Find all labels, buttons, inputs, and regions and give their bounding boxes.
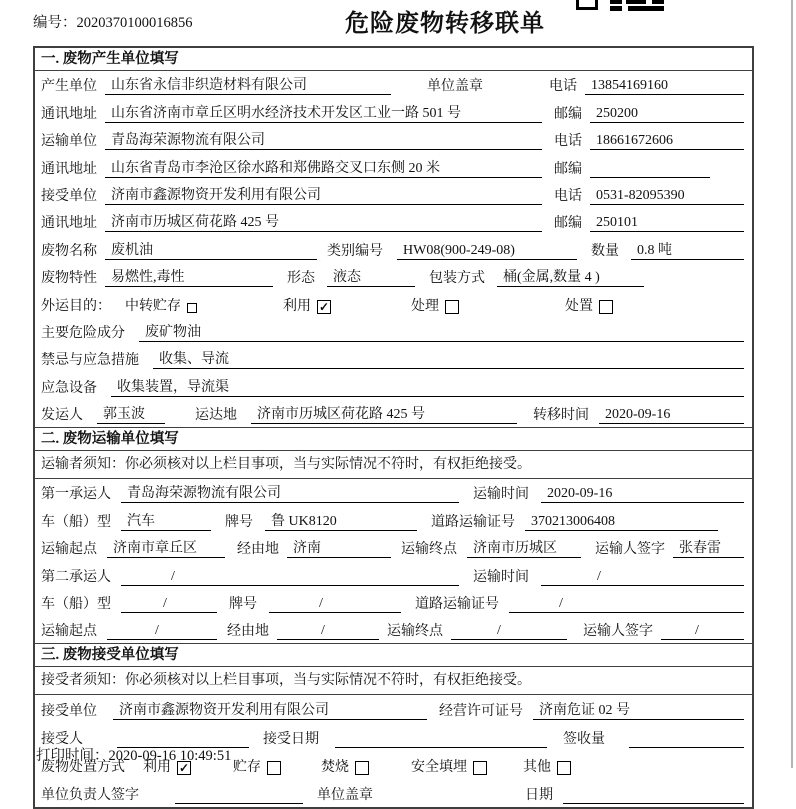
- address-label: 通讯地址: [41, 106, 97, 122]
- section3-header: 三. 废物接受单位填写: [35, 643, 752, 667]
- transporter-phone-value: 18661672606: [590, 133, 744, 150]
- permit2-value: /: [509, 596, 744, 613]
- sign-qty-value: [629, 747, 744, 748]
- taboo-label: 禁忌与应急措施: [41, 353, 139, 369]
- vehicle2-row: [35, 589, 752, 616]
- producer-address-row: [35, 98, 752, 125]
- vehicle2-value: /: [121, 596, 217, 613]
- zip-label: 邮编: [554, 216, 582, 232]
- checkbox-dispose: [599, 300, 613, 314]
- transfer-manifest-form: [33, 46, 754, 809]
- category-value: HW08(900-249-08): [397, 243, 577, 260]
- disposal-label: 废物处置方式: [41, 759, 125, 775]
- character-label: 废物特性: [41, 271, 97, 287]
- date-label: 日期: [525, 787, 553, 803]
- purpose-label: 外运目的：: [41, 298, 111, 314]
- disposal-option-label: 焚烧: [321, 759, 349, 775]
- taboo-value: 收集、导流: [153, 352, 744, 369]
- purpose-option-label: 利用: [283, 298, 311, 314]
- qr-block: [610, 0, 622, 4]
- section1-header: 一. 废物产生单位填写: [35, 48, 752, 71]
- address-label: 通讯地址: [41, 161, 97, 177]
- plate-label: 牌号: [225, 514, 253, 530]
- plate2-value: /: [269, 596, 401, 613]
- via-label: 经由地: [227, 624, 269, 640]
- waste-name-value: 废机油: [105, 243, 317, 260]
- sign1-value: 张春雷: [673, 541, 744, 558]
- carrier2-label: 第二承运人: [41, 569, 111, 585]
- transfer-time-label: 转移时间: [533, 408, 589, 424]
- origin-label: 运输起点: [41, 542, 97, 558]
- carrier1-value: 青岛海荣源物流有限公司: [121, 486, 459, 503]
- unit-seal-label: 单位盖章: [317, 787, 373, 803]
- shipper-row: [35, 400, 752, 427]
- form-value: 液态: [327, 270, 415, 287]
- disposal-option-label: 其他: [523, 759, 551, 775]
- qty-label: 数量: [591, 243, 619, 259]
- terminus-label: 运输终点: [401, 542, 457, 558]
- transport-time-label: 运输时间: [473, 487, 529, 503]
- producer-value: 山东省永信非织造材料有限公司: [105, 78, 391, 95]
- receiver-row: [35, 181, 752, 208]
- disposal-option-label: 利用: [143, 759, 171, 775]
- receiver-address-value: 济南市历城区荷花路 425 号: [105, 215, 542, 232]
- carrier2-value: /: [121, 569, 459, 586]
- qr-finder-block: [576, 0, 598, 10]
- receiver-zip-value: 250101: [590, 215, 744, 232]
- purpose-option-label: 处理: [411, 298, 439, 314]
- transporter-address-value: 山东省青岛市李沧区徐水路和郑佛路交叉口东侧 20 米: [105, 161, 542, 178]
- phone-label: 电话: [554, 134, 582, 150]
- transporter-notice: 运输者须知：你必须核对以上栏目事项，当与实际情况不符时，有权拒绝接受。: [35, 451, 752, 479]
- hazard-row: [35, 318, 752, 345]
- chief-sign-label: 单位负责人签字: [41, 787, 139, 803]
- acceptor-notice: 接受者须知：你必须核对以上栏目事项，当与实际情况不符时，有权拒绝接受。: [35, 667, 752, 695]
- qty-value: 0.8 吨: [631, 243, 744, 260]
- origin-label: 运输起点: [41, 624, 97, 640]
- packing-value: 桶(金属,数量 4 ): [497, 270, 644, 287]
- unit-seal-label: 单位盖章: [427, 79, 483, 95]
- destination-value: 济南市历城区荷花路 425 号: [251, 407, 517, 424]
- hazard-label: 主要危险成分: [41, 325, 125, 341]
- route1-row: [35, 534, 752, 561]
- origin2-value: /: [107, 623, 217, 640]
- equipment-label: 应急设备: [41, 380, 97, 396]
- vehicle-label: 车（船）型: [41, 597, 111, 613]
- via1-value: 济南: [287, 541, 391, 558]
- checkbox-transfer-storage: [187, 303, 197, 313]
- qr-code-fragment-icon: [576, 0, 668, 11]
- accept-unit-row: [35, 695, 752, 723]
- receiver-phone-value: 0531-82095390: [590, 188, 744, 205]
- disposal-option-label: 安全填埋: [411, 759, 467, 775]
- transporter-value: 青岛海荣源物流有限公司: [105, 133, 542, 150]
- category-label: 类别编号: [327, 243, 383, 259]
- shipper-value: 郭玉波: [97, 407, 165, 424]
- receiver-label: 接受单位: [41, 188, 97, 204]
- terminus-label: 运输终点: [387, 624, 443, 640]
- print-time: 打印时间：2020-09-16 10:49:51: [36, 748, 232, 764]
- character-value: 易燃性,毒性: [105, 270, 273, 287]
- receiver-value: 济南市鑫源物资开发利用有限公司: [105, 188, 542, 205]
- end1-value: 济南市历城区: [467, 541, 581, 558]
- waste-name-row: [35, 235, 752, 262]
- chief-sign-value: [175, 803, 303, 804]
- accept-date-label: 接受日期: [263, 732, 319, 748]
- accept-unit-value: 济南市鑫源物资开发利用有限公司: [113, 703, 427, 720]
- destination-label: 运达地: [195, 408, 237, 424]
- zip-label: 邮编: [554, 106, 582, 122]
- sign2-value: /: [661, 623, 744, 640]
- checkbox-utilize: ✓: [178, 760, 190, 775]
- sign-qty-label: 签收量: [563, 732, 605, 748]
- page-title: 危险废物转移联单: [345, 11, 545, 37]
- transporter-row: [35, 126, 752, 153]
- serial-number: 编号：2020370100016856: [33, 15, 193, 31]
- phone-label: 电话: [549, 79, 577, 95]
- transfer-time-value: 2020-09-16: [599, 407, 744, 424]
- qr-block: [626, 0, 646, 4]
- section2-header: 二. 废物运输单位填写: [35, 427, 752, 451]
- shipper-label: 发运人: [41, 408, 83, 424]
- zip-label: 邮编: [554, 161, 582, 177]
- waste-name-label: 废物名称: [41, 243, 97, 259]
- taboo-row: [35, 345, 752, 372]
- vehicle-label: 车（船）型: [41, 514, 111, 530]
- equipment-row: [35, 372, 752, 399]
- purpose-row: [35, 290, 752, 317]
- purpose-option-label: 中转贮存: [125, 298, 181, 314]
- carrier-sign-label: 运输人签字: [583, 624, 653, 640]
- producer-row: [35, 71, 752, 98]
- purpose-option-label: 处置: [565, 298, 593, 314]
- qr-block: [610, 6, 664, 11]
- road-permit-label: 道路运输证号: [415, 597, 499, 613]
- transporter-address-row: [35, 153, 752, 180]
- road-permit-label: 道路运输证号: [431, 514, 515, 530]
- producer-phone-value: 13854169160: [585, 78, 744, 95]
- disposal-option-label: 贮存: [233, 759, 261, 775]
- address-label: 通讯地址: [41, 216, 97, 232]
- transport-time1-value: 2020-09-16: [541, 486, 744, 503]
- accept-date-value: [335, 747, 547, 748]
- carrier1-row: [35, 479, 752, 506]
- acceptor-label: 接受人: [41, 732, 83, 748]
- equipment-value: 收集装置，导流渠: [111, 380, 744, 397]
- chief-sign-row: [35, 779, 752, 807]
- hazard-value: 废矿物油: [139, 325, 744, 342]
- date-value: [563, 803, 744, 804]
- route2-row: [35, 616, 752, 643]
- producer-label: 产生单位: [41, 79, 97, 95]
- accept-unit-label: 接受单位: [41, 704, 97, 720]
- checkbox-treat: [445, 300, 459, 314]
- transporter-label: 运输单位: [41, 134, 97, 150]
- checkbox-utilize: ✓: [318, 299, 330, 314]
- producer-address-value: 山东省济南市章丘区明水经济技术开发区工业一路 501 号: [105, 106, 542, 123]
- carrier-sign-label: 运输人签字: [595, 542, 665, 558]
- qr-block: [652, 0, 664, 4]
- permit1-value: 370213006408: [525, 514, 718, 531]
- qr-block-gap: [622, 6, 628, 11]
- receiver-address-row: [35, 208, 752, 235]
- page-edge-divider: [791, 0, 793, 768]
- license-label: 经营许可证号: [439, 704, 523, 720]
- plate1-value: 鲁 UK8120: [265, 514, 417, 531]
- waste-character-row: [35, 263, 752, 290]
- plate-label: 牌号: [229, 597, 257, 613]
- packing-label: 包装方式: [429, 271, 485, 287]
- origin1-value: 济南市章丘区: [107, 541, 225, 558]
- transport-time-label: 运输时间: [473, 569, 529, 585]
- via-label: 经由地: [237, 542, 279, 558]
- vehicle1-value: 汽车: [121, 514, 211, 531]
- transport-time2-value: /: [541, 569, 744, 586]
- vehicle1-row: [35, 506, 752, 533]
- transporter-zip-value: [590, 177, 710, 178]
- carrier2-row: [35, 561, 752, 588]
- end2-value: /: [451, 623, 567, 640]
- phone-label: 电话: [554, 188, 582, 204]
- carrier1-label: 第一承运人: [41, 487, 111, 503]
- form-label: 形态: [287, 271, 315, 287]
- license-value: 济南危证 02 号: [533, 703, 744, 720]
- via2-value: /: [277, 623, 379, 640]
- producer-zip-value: 250200: [590, 106, 744, 123]
